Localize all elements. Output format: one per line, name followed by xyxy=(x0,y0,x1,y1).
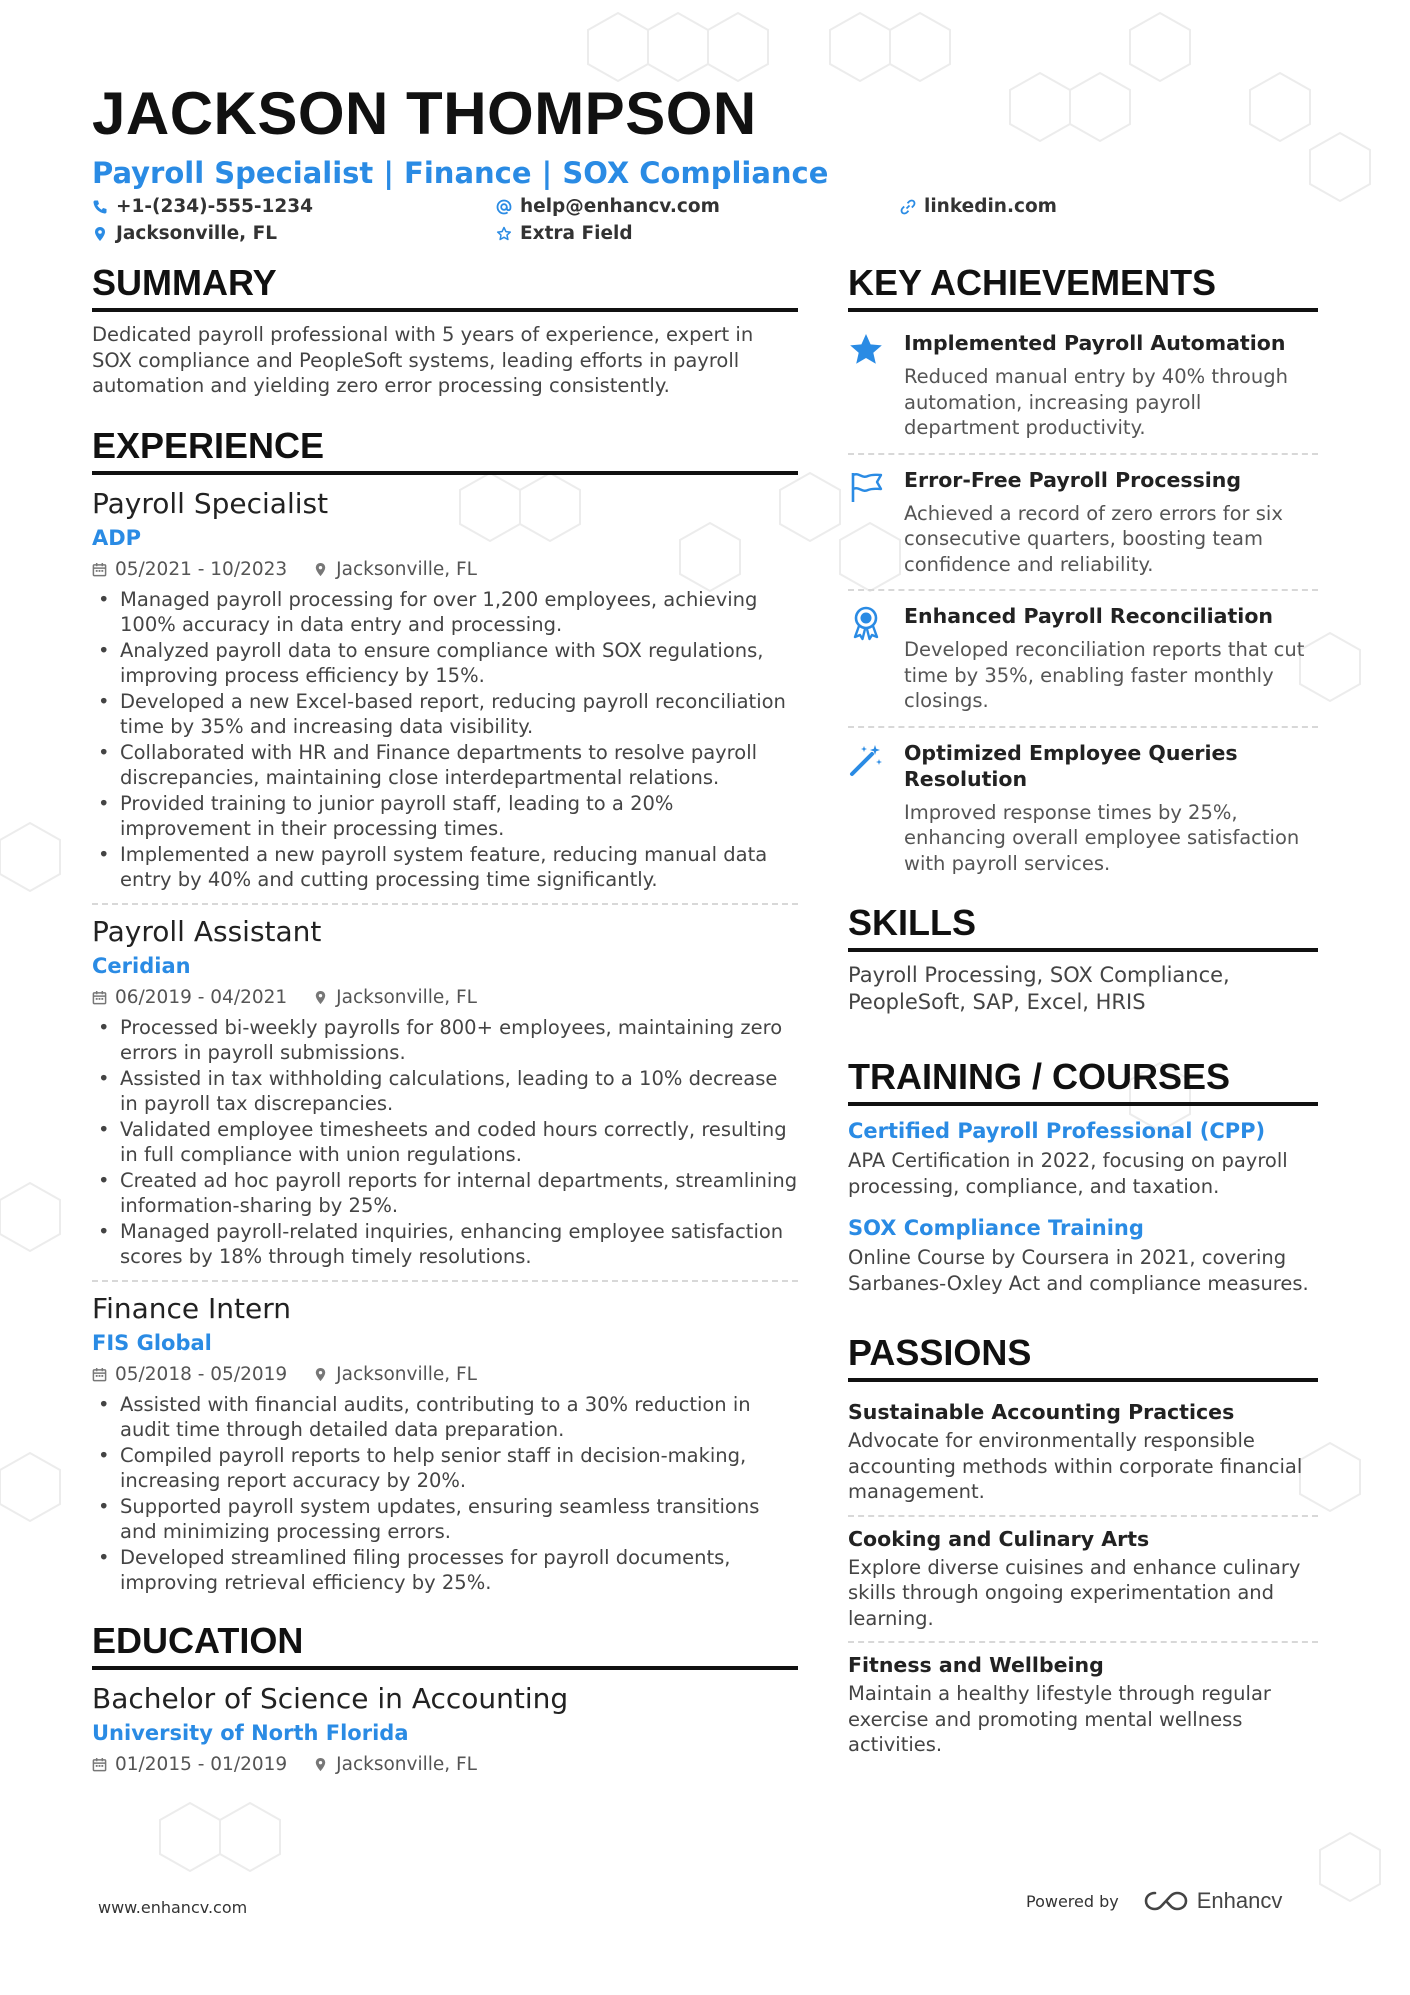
job-bullets xyxy=(92,1015,798,1270)
job-title: Finance Intern xyxy=(92,1291,291,1325)
brand-logo[interactable] xyxy=(1143,1888,1283,1914)
contact-email[interactable] xyxy=(496,196,720,217)
achievement-body xyxy=(904,603,1318,714)
job-meta xyxy=(92,983,798,1013)
job-dates xyxy=(92,1360,287,1390)
extra-field-text: Extra Field xyxy=(520,223,633,244)
achievement-icon-wrap xyxy=(848,467,888,578)
achievement-desc: Achieved a record of zero errors for six consecutive quarters, boosting team confidence and reliability. xyxy=(904,501,1283,576)
job-location-text: Jacksonville, FL xyxy=(336,1363,477,1385)
bullet-item: • Created ad hoc payroll reports for internal departments, streamlining information-sharing by 25%. xyxy=(92,1168,798,1219)
training-title: Certified Payroll Professional (CPP) xyxy=(848,1119,1266,1143)
education-section xyxy=(92,1620,798,1780)
achievements-heading: KEY ACHIEVEMENTS xyxy=(848,262,1318,312)
footer-website[interactable]: www.enhancv.com xyxy=(98,1898,248,1917)
passion-item xyxy=(848,1641,1318,1768)
calendar-icon xyxy=(92,990,107,1005)
achievement-title: Enhanced Payroll Reconciliation xyxy=(904,604,1273,628)
summary-section xyxy=(92,262,798,399)
skills-heading: SKILLS xyxy=(848,902,1318,952)
achievement-item xyxy=(848,589,1318,726)
job-entry xyxy=(92,485,798,903)
achievement-item xyxy=(848,322,1318,453)
achievements-section xyxy=(848,262,1318,888)
phone-text: +1-(234)-555-1234 xyxy=(116,196,314,217)
passion-title: Fitness and Wellbeing xyxy=(848,1653,1104,1677)
job-title: Payroll Specialist xyxy=(92,486,329,520)
education-location xyxy=(313,1750,477,1780)
achievement-desc: Reduced manual entry by 40% through automation, increasing payroll department productivity. xyxy=(904,365,1288,439)
job-location xyxy=(313,555,477,585)
achievement-icon-wrap xyxy=(848,330,888,441)
bullet-item: • Assisted in tax withholding calculations, leading to a 10% decrease in payroll tax discrepancies. xyxy=(92,1066,798,1117)
job-bullets xyxy=(92,587,798,893)
flag-icon xyxy=(848,469,884,505)
job-location-text: Jacksonville, FL xyxy=(336,558,477,580)
contact-linkedin[interactable] xyxy=(900,196,1057,217)
bullet-item: • Assisted with financial audits, contributing to a 30% reduction in audit time through detailed data preparation. xyxy=(92,1392,798,1443)
experience-section xyxy=(92,425,798,1606)
bullet-item: • Developed streamlined filing processes for payroll documents, improving retrieval efficiency by 25%. xyxy=(92,1545,798,1596)
contact-extra xyxy=(496,223,633,244)
degree-title: Bachelor of Science in Accounting xyxy=(92,1681,569,1715)
right-column xyxy=(848,262,1318,1768)
candidate-name: JACKSON THOMPSON xyxy=(92,80,757,147)
passion-item xyxy=(848,1515,1318,1642)
school-name: University of North Florida xyxy=(92,1720,409,1745)
job-title: Payroll Assistant xyxy=(92,914,322,948)
contact-location xyxy=(92,223,277,244)
location-pin-icon xyxy=(313,1757,328,1772)
summary-text: Dedicated payroll professional with 5 years of experience, expert in SOX compliance and PeopleSoft systems, leading efforts in payroll automation and yielding zero error processing consistently. xyxy=(92,323,754,397)
job-entry xyxy=(92,903,798,1280)
achievement-title: Optimized Employee Queries Resolution xyxy=(904,740,1238,791)
skills-section xyxy=(848,902,1318,1016)
skills-text: Payroll Processing, SOX Compliance, PeopleSoft, SAP, Excel, HRIS xyxy=(848,963,1230,1014)
enhancv-logo-icon xyxy=(1143,1889,1189,1913)
brand-name: Enhancv xyxy=(1196,1888,1283,1913)
star-outline-icon xyxy=(496,226,512,242)
job-dates-text: 05/2018 - 05/2019 xyxy=(115,1363,288,1385)
company-name: Ceridian xyxy=(92,953,191,978)
location-pin-icon xyxy=(313,1367,328,1382)
medal-icon xyxy=(848,605,884,641)
passion-desc: Advocate for environmentally responsible accounting methods within corporate financial management. xyxy=(848,1429,1303,1503)
bullet-item: • Implemented a new payroll system feature, reducing manual data entry by 40% and cutting processing time significantly. xyxy=(92,842,798,893)
bullet-item: • Managed payroll-related inquiries, enhancing employee satisfaction scores by 18% through timely resolutions. xyxy=(92,1219,798,1270)
passions-section xyxy=(848,1332,1318,1768)
calendar-icon xyxy=(92,1757,107,1772)
bullet-item: • Processed bi-weekly payrolls for 800+ employees, maintaining zero errors in payroll submissions. xyxy=(92,1015,798,1066)
powered-by-text: Powered by xyxy=(1026,1891,1119,1911)
job-location xyxy=(313,983,477,1013)
job-entry xyxy=(92,1280,798,1606)
education-heading: EDUCATION xyxy=(92,1620,798,1670)
job-location-text: Jacksonville, FL xyxy=(336,986,477,1008)
link-icon xyxy=(900,199,916,215)
achievement-title: Error-Free Payroll Processing xyxy=(904,467,1242,492)
education-dates-text: 01/2015 - 01/2019 xyxy=(115,1753,288,1775)
passion-item xyxy=(848,1392,1318,1515)
passion-desc: Maintain a healthy lifestyle through regular exercise and promoting mental wellness activities. xyxy=(848,1682,1271,1756)
job-dates xyxy=(92,983,287,1013)
bullet-item: • Analyzed payroll data to ensure compliance with SOX regulations, improving process efficiency by 15%. xyxy=(92,638,798,689)
training-item xyxy=(848,1213,1318,1296)
star-icon xyxy=(848,332,884,368)
email-text: help@enhancv.com xyxy=(520,196,720,217)
bullet-item: • Managed payroll processing for over 1,200 employees, achieving 100% accuracy in data entry and processing. xyxy=(92,587,798,638)
training-title: SOX Compliance Training xyxy=(848,1216,1144,1240)
calendar-icon xyxy=(92,562,107,577)
company-name: ADP xyxy=(92,525,142,550)
achievement-title: Implemented Payroll Automation xyxy=(904,331,1286,355)
achievement-body xyxy=(904,330,1318,441)
training-item xyxy=(848,1116,1318,1199)
achievement-desc: Improved response times by 25%, enhancing overall employee satisfaction with payroll services. xyxy=(904,800,1300,875)
calendar-icon xyxy=(92,1367,107,1382)
left-column xyxy=(92,262,798,1780)
location-pin-icon xyxy=(313,562,328,577)
job-location xyxy=(313,1360,477,1390)
achievement-item xyxy=(848,726,1318,889)
achievement-body xyxy=(904,467,1318,578)
bullet-item: • Developed a new Excel-based report, reducing payroll reconciliation time by 35% and increasing data visibility. xyxy=(92,689,798,740)
location-text: Jacksonville, FL xyxy=(116,223,278,244)
contact-phone[interactable] xyxy=(92,196,313,217)
at-sign-icon xyxy=(496,199,512,215)
passion-title: Sustainable Accounting Practices xyxy=(848,1400,1235,1424)
training-desc: APA Certification in 2022, focusing on payroll processing, compliance, and taxation. xyxy=(848,1149,1288,1198)
training-desc: Online Course by Coursera in 2021, covering Sarbanes-Oxley Act and compliance measures. xyxy=(848,1246,1309,1295)
achievement-desc: Developed reconciliation reports that cut time by 35%, enabling faster monthly closings. xyxy=(904,638,1305,712)
training-heading: TRAINING / COURSES xyxy=(848,1056,1318,1106)
job-bullets xyxy=(92,1392,798,1596)
training-section xyxy=(848,1056,1318,1296)
job-dates xyxy=(92,555,287,585)
job-meta xyxy=(92,1360,798,1390)
job-dates-text: 06/2019 - 04/2021 xyxy=(115,986,288,1008)
bullet-item: • Validated employee timesheets and coded hours correctly, resulting in full compliance with union regulations. xyxy=(92,1117,798,1168)
passion-desc: Explore diverse cuisines and enhance culinary skills through ongoing experimentation and learning. xyxy=(848,1555,1301,1630)
phone-icon xyxy=(92,199,108,215)
achievement-body xyxy=(904,740,1318,877)
education-meta xyxy=(92,1750,798,1780)
bullet-item: • Provided training to junior payroll staff, leading to a 20% improvement in their processing times. xyxy=(92,791,798,842)
location-pin-icon xyxy=(313,990,328,1005)
achievement-icon-wrap xyxy=(848,603,888,714)
contact-info xyxy=(92,196,1322,252)
magic-wand-icon xyxy=(848,742,884,778)
bullet-item: • Supported payroll system updates, ensuring seamless transitions and minimizing processing errors. xyxy=(92,1494,798,1545)
summary-heading: SUMMARY xyxy=(92,262,798,312)
footer-branding xyxy=(1026,1888,1282,1914)
resume-header xyxy=(92,78,1322,252)
achievement-item xyxy=(848,453,1318,590)
job-dates-text: 05/2021 - 10/2023 xyxy=(115,558,288,580)
education-dates xyxy=(92,1750,287,1780)
candidate-title: Payroll Specialist | Finance | SOX Compliance xyxy=(92,156,829,190)
experience-heading: EXPERIENCE xyxy=(92,425,798,475)
company-name: FIS Global xyxy=(92,1330,212,1355)
passion-title: Cooking and Culinary Arts xyxy=(848,1526,1150,1551)
bullet-item: • Collaborated with HR and Finance departments to resolve payroll discrepancies, maintaining close interdepartmental relations. xyxy=(92,740,798,791)
job-meta xyxy=(92,555,798,585)
location-pin-icon xyxy=(92,226,108,242)
linkedin-text: linkedin.com xyxy=(924,196,1057,217)
education-location-text: Jacksonville, FL xyxy=(336,1753,477,1775)
passions-heading: PASSIONS xyxy=(848,1332,1318,1382)
achievement-icon-wrap xyxy=(848,740,888,877)
bullet-item: • Compiled payroll reports to help senior staff in decision-making, increasing report accuracy by 20%. xyxy=(92,1443,798,1494)
